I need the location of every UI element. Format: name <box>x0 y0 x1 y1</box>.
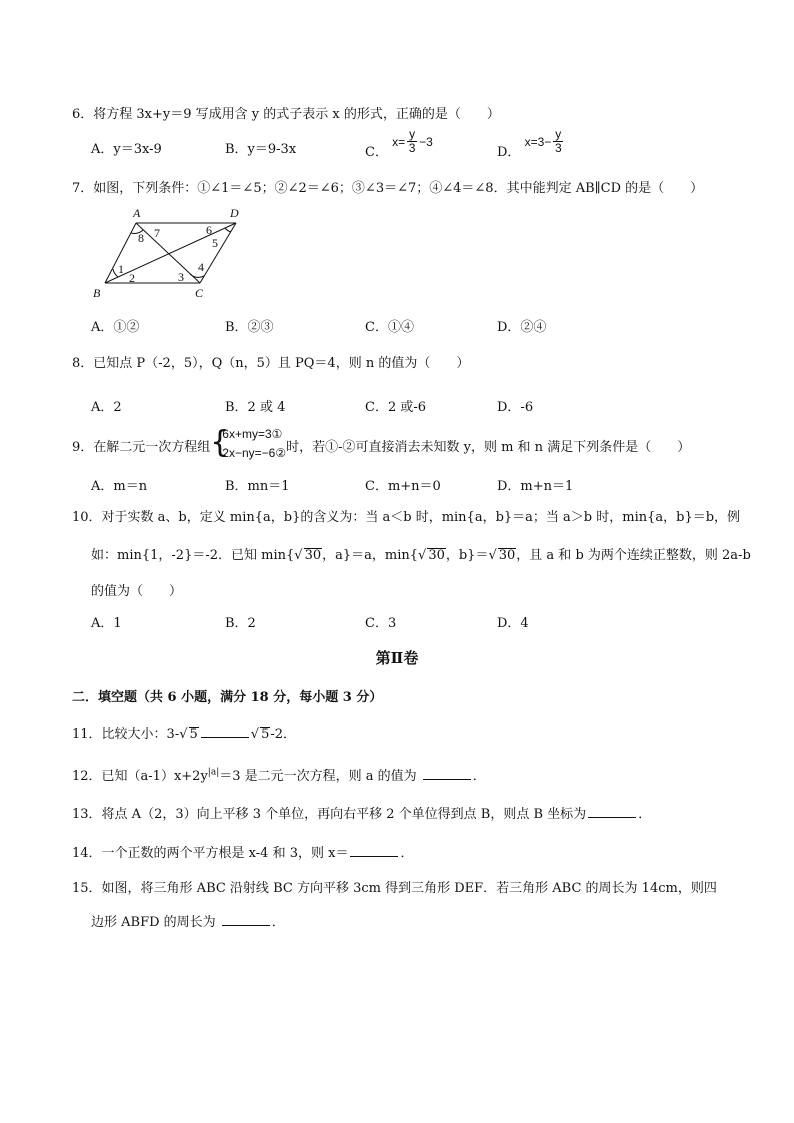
q10-line2 <box>91 544 751 563</box>
q12-text <box>72 765 486 784</box>
label-vertex-a: A <box>133 206 141 220</box>
q10-sqrt-2: 30 <box>428 548 445 563</box>
q6-c-tail: −3 <box>419 134 433 149</box>
q9-suffix: 时，若①-②可直接消去未知数 y，则 m 和 n 满足下列条件是（ ） <box>286 440 691 455</box>
q14-text <box>72 842 413 861</box>
q6-option-d-prefix: D． <box>497 144 521 160</box>
q13-end: ． <box>638 807 652 822</box>
sqrt-icon: √ <box>294 548 303 563</box>
q6-c-lhs: x= <box>392 134 406 149</box>
q6-option-d[interactable] <box>497 124 563 160</box>
q6-option-c-prefix: C． <box>365 144 388 160</box>
label-angle-7: 7 <box>154 226 160 240</box>
sqrt-icon: √ <box>488 548 497 563</box>
q10-line2-a: 如：min{1，-2}＝-2．已知 min{ <box>91 548 295 563</box>
q8-option-a[interactable]: A．2 <box>91 400 122 415</box>
q10-sqrt-3: 30 <box>498 548 516 563</box>
sqrt-icon: √ <box>179 727 188 742</box>
q14-answer-blank[interactable] <box>350 844 398 857</box>
q9-system <box>210 425 286 463</box>
q13-body: 13．将点 A（2，3）向上平移 3 个单位，再向右平移 2 个单位得到点 B，则点 B 坐标为 <box>72 807 587 822</box>
label-angle-2: 2 <box>129 271 135 285</box>
diagonal-bd <box>105 223 236 283</box>
q6-options <box>91 127 731 160</box>
q9-eq1: 6x+my=3① <box>222 427 283 441</box>
q10-sqrt-1: 30 <box>304 548 322 563</box>
q6-c-numerator: y <box>409 127 416 141</box>
q8-option-c[interactable]: C．2 或-6 <box>365 400 427 415</box>
q6-option-c-expression <box>392 128 433 155</box>
q9-options <box>91 475 731 495</box>
angle-arc-c <box>190 274 204 277</box>
section-fill-blank-header: 二．填空题（共 6 小题，满分 18 分，每小题 3 分） <box>72 690 383 705</box>
q8-text: 8．已知点 P（-2，5），Q（n，5）且 PQ＝4，则 n 的值为（ ） <box>72 356 470 371</box>
label-angle-6: 6 <box>206 223 212 237</box>
sqrt-icon: √ <box>418 548 427 563</box>
label-vertex-d: D <box>230 206 239 220</box>
q11-sqrt-1: 5 <box>189 727 198 742</box>
q15-answer-blank[interactable] <box>222 913 270 926</box>
q11-sqrt-2: 5 <box>261 727 270 742</box>
q7-options <box>91 316 731 336</box>
q15-end: ． <box>271 915 285 930</box>
q10-options <box>91 612 731 632</box>
q15-body: 边形 ABFD 的周长为 <box>91 915 220 930</box>
q13-text <box>72 803 651 822</box>
q7-text: 7．如图，下列条件：①∠1＝∠5；②∠2＝∠6；③∠3＝∠7；④∠4＝∠8．其中能判定 AB∥CD 的是（ ） <box>72 181 704 196</box>
q15-line2 <box>91 911 285 930</box>
q14-body: 14．一个正数的两个平方根是 x-4 和 3，则 x＝ <box>72 846 349 861</box>
q10-line2-b: ，a}＝a，min{ <box>322 548 419 563</box>
q9-eq2: 2x−ny=−6② <box>222 446 287 460</box>
q10-line1: 10．对于实数 a、b，定义 min{a，b}的含义为：当 a＜b 时，min{a，b}＝a；当 a＞b 时，min{a，b}＝b，例 <box>72 510 741 525</box>
q6-d-fraction <box>553 128 563 155</box>
q12-suffix: ＝3 是二元一次方程，则 a 的值为 <box>219 769 421 784</box>
q9-text <box>72 425 690 465</box>
part2-title: 第Ⅱ卷 <box>375 649 419 667</box>
q7-figure <box>88 203 258 303</box>
angle-arc-d <box>225 228 231 232</box>
label-angle-5: 5 <box>212 236 218 250</box>
q10-line2-c: ，b}＝ <box>445 548 489 563</box>
q6-c-fraction <box>407 128 417 155</box>
q11-answer-blank[interactable] <box>201 725 249 738</box>
q7-option-c[interactable]: C．①④ <box>365 320 414 335</box>
q7-option-a[interactable]: A．①② <box>91 320 140 335</box>
q8-options <box>91 396 731 416</box>
q9-option-d[interactable]: D．m+n＝1 <box>497 479 574 494</box>
q6-option-b[interactable]: B．y＝9-3x <box>225 142 297 157</box>
q12-exponent: |a| <box>207 767 220 778</box>
label-angle-3: 3 <box>178 270 184 284</box>
label-vertex-b: B <box>93 286 101 300</box>
q9-prefix: 9．在解二元一次方程组 <box>72 440 211 455</box>
q10-line3: 的值为（ ） <box>91 584 183 599</box>
sqrt-icon: √ <box>250 727 260 742</box>
q6-option-c[interactable] <box>365 124 433 160</box>
q10-option-d[interactable]: D．4 <box>497 616 529 631</box>
q9-option-b[interactable]: B．mn＝1 <box>225 479 290 494</box>
label-vertex-c: C <box>195 286 204 300</box>
label-angle-4: 4 <box>198 260 204 274</box>
label-angle-8: 8 <box>138 231 144 245</box>
q9-option-c[interactable]: C．m+n＝0 <box>365 479 441 494</box>
q9-brace-icon: { <box>210 425 230 460</box>
q12-prefix: 12．已知（a-1）x+2y <box>72 769 208 784</box>
q12-end: ． <box>472 769 486 784</box>
q10-option-b[interactable]: B．2 <box>225 616 256 631</box>
q13-answer-blank[interactable] <box>588 805 636 818</box>
q7-option-b[interactable]: B．②③ <box>225 320 274 335</box>
q10-option-a[interactable]: A．1 <box>91 616 122 631</box>
q10-option-c[interactable]: C．3 <box>365 616 397 631</box>
q6-d-numerator: y <box>555 127 562 141</box>
q11-text <box>72 723 296 742</box>
q9-option-a[interactable]: A．m＝n <box>91 479 148 494</box>
q6-d-lhs: x=3− <box>524 134 552 149</box>
q6-text: 6．将方程 3x+y＝9 写成用含 y 的式子表示 x 的形式，正确的是（ ） <box>72 107 500 122</box>
q11-prefix: 11．比较大小：3- <box>72 727 180 742</box>
q10-line2-d: ，且 a 和 b 为两个连续正整数，则 2a-b <box>516 548 751 563</box>
q6-option-d-expression <box>525 128 564 155</box>
q15-line1: 15．如图，将三角形 ABC 沿射线 BC 方向平移 3cm 得到三角形 DEF．若三角形 ABC 的周长为 14cm，则四 <box>72 881 717 896</box>
q11-suffix: -2． <box>270 727 297 742</box>
q6-d-denominator: 3 <box>554 141 562 155</box>
q6-option-a[interactable]: A．y＝3x-9 <box>91 142 162 157</box>
q12-answer-blank[interactable] <box>423 767 471 780</box>
q8-option-d[interactable]: D．-6 <box>497 400 534 415</box>
label-angle-1: 1 <box>118 262 124 276</box>
q7-option-d[interactable]: D．②④ <box>497 320 547 335</box>
q14-end: ． <box>400 846 414 861</box>
q6-c-denominator: 3 <box>408 141 416 155</box>
q8-option-b[interactable]: B．2 或 4 <box>225 400 286 415</box>
